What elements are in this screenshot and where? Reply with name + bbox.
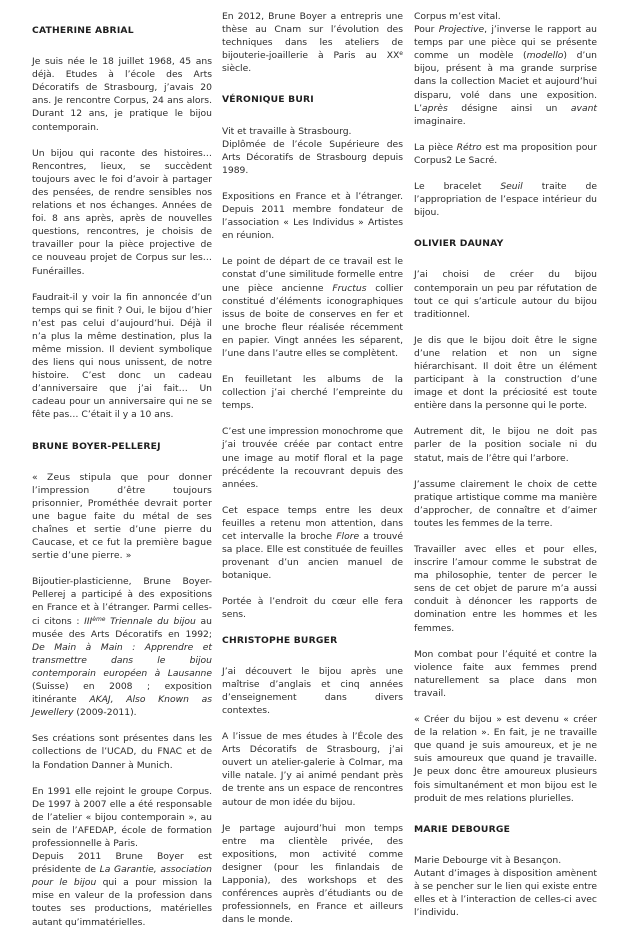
column-3 (414, 10, 597, 932)
paragraph: En 2012, Brune Boyer a entrepris une thèse au Cnam sur l’évolution des techniques dans les ateliers de bijouterie-joaillerie à Paris au XXe siècle. (222, 11, 403, 75)
heading-catherine-abrial: CATHERINE ABRIAL (32, 25, 134, 36)
paragraph: J’assume clairement le choix de cette pratique artistique comme ma manière d’approcher, de connaître et d’aimer toutes les femmes de la terre. (414, 478, 597, 529)
paragraph: La pièce Rétro est ma proposition pour Corpus2 Le Sacré. (414, 141, 597, 166)
paragraph: Je partage aujourd’hui mon temps entre ma clientèle privée, des expositions, mon activité comme designer (pour les finlandais de Lapponia), des workshops et des conférences auprès d’étudiants ou de professionnels, en France et ailleurs dans le monde. (222, 822, 403, 926)
heading-marie-debourge: MARIE DEBOURGE (414, 823, 511, 835)
paragraph: Bijoutier-plasticienne, Brune Boyer-Pellerej a participé à des expositions en France et à l’étranger. Parmi celles-ci citons : IIIème Triennale du bijou au musée des Arts Décoratifs en 1992; De Main à Main : Apprendre et transmettre dans le bijou contemporain européen à Lausanne (Suisse) en 2008 ; exposition itinérante AKAJ, Also Known as Jewellery (2009-2011). (32, 576, 212, 719)
paragraph: Faudrait-il y voir la fin annoncée d’un temps qui se finit ? Oui, le bijou d’hier n’est pas celui d’aujourd’hui. Déjà il n’a plus la même destination, plus la même mission. Il devient symbolique des liens qui nous unissent, de notre histoire. C’est donc un cadeau d’anniversaire que j’ai fait… Un cadeau pour un anniversaire qui ne se fête pas… C’était il y a 10 ans. (32, 291, 212, 421)
paragraph: Cet espace temps entre les deux feuilles a retenu mon attention, dans cet intervalle la broche Flore a trouvé sa place. Elle est constituée de feuilles provenant d’un ancien manuel de botanique. (222, 504, 403, 582)
paragraph: Ses créations sont présentes dans les collections de l’UCAD, du FNAC et de la Fondation Danner à Munich. (32, 733, 212, 771)
paragraph: En 1991 elle rejoint le groupe Corpus. De 1997 à 2007 elle a été responsable de l’atelier « bijou contemporain », au sein de l’AFEDAP, école de formation professionnelle à Paris. (32, 785, 212, 849)
paragraph: Je suis née le 18 juillet 1968, 45 ans déjà. Etudes à l’école des Arts Décoratifs de Strasbourg, j’avais 20 ans. Je rencontre Corpus, 24 ans alors. Durant 12 ans, je pratique le bijou contemporain. (32, 56, 212, 133)
quote-paragraph: « Zeus stipula que pour donner l’impression d’être toujours prisonnier, Prométhée devrait porter une bague faite du métal de ses chaînes et sertie d’une pierre du Caucase, et ce fut la première bague sertie d’une pierre. » (32, 471, 212, 562)
paragraph: Marie Debourge vit à Besançon. (414, 854, 562, 866)
paragraph: Diplômée de l’école Supérieure des Arts Décoratifs de Strasbourg depuis 1989. (222, 138, 403, 176)
column-2 (222, 10, 403, 939)
paragraph: Je dis que le bijou doit être le signe d’une relation et non un signe hiérarchisant. Il doit être un élément participant à la construction d’une image et dont la préciosité est toute entière dans la personne qui le porte. (414, 334, 597, 412)
paragraph: Travailler avec elles et pour elles, inscrire l’amour comme le substrat de ma philosophie, tenter de percer le sens de cet objet de parure m’a aussi conduit à dénoncer les rapports de domination entre les hommes et les femmes. (414, 544, 597, 634)
paragraph: Expositions en France et à l’étranger. Depuis 2011 membre fondateur de l’association « Les Individus » Artistes en réunion. (222, 190, 403, 242)
paragraph: Portée à l’endroit du cœur elle fera sens. (222, 596, 403, 621)
paragraph: Le point de départ de ce travail est le constat d’une similitude formelle entre une pièce ancienne Fructus collier constitué d’éléments iconographiques issus de boite de conserves en fer et une broche fleur réalisée récemment en papier. Vingt années les séparent, l’une dans l’autre elles se complètent. (222, 256, 404, 359)
heading-veronique-buri: VÉRONIQUE BURI (222, 94, 314, 106)
column-1 (32, 24, 212, 942)
paragraph: J’ai découvert le bijou après une maîtrise d’anglais et cinq années d’enseignement dans divers contextes. (222, 665, 403, 716)
paragraph: Mon combat pour l’équité et contre la violence faite aux femmes prend naturellement sa place dans mon travail. (414, 648, 597, 699)
paragraph: Corpus m’est vital. (414, 11, 501, 22)
heading-olivier-daunay: OLIVIER DAUNAY (414, 238, 504, 250)
paragraph: A l’issue de mes études à l’École des Arts Décoratifs de Strasbourg, j’ai ouvert un atelier-galerie à Colmar, ma ville natale. J’y ai animé pendant près de trente ans un espace de rencontres autour de mon idée du bijou. (222, 731, 403, 808)
paragraph: En feuilletant les albums de la collection j’ai cherché l’empreinte du temps. (222, 374, 403, 412)
paragraph: Vit et travaille à Strasbourg. (222, 125, 352, 137)
heading-christophe-burger: CHRISTOPHE BURGER (222, 634, 338, 646)
paragraph: Autrement dit, le bijou ne doit pas parler de la position sociale ni du statut, mais de l’être qui l’arbore. (414, 426, 597, 464)
paragraph: Le bracelet Seuil traite de l’appropriation de l’espace intérieur du bijou. (414, 181, 597, 219)
paragraph: Depuis 2011 Brune Boyer est présidente de La Garantie, association pour le bijou qui a pour mission la mise en valeur de la profession dans toutes ses productions, matérielles autant qu’immatérielles. (32, 851, 213, 928)
paragraph: Pour Projective, j’inverse le rapport au temps par une pièce qui se présente comme un modèle (modello) d’un bijou, présent à ma grande surprise dans la collection Maciet et aujourd’hui disparu, volé dans une exposition. L’après désigne ainsi un avant imaginaire. (414, 24, 597, 127)
paragraph: « Créer du bijou » est devenu « créer de la relation ». En fait, je ne travaille que quand je suis amoureux, et je ne suis amoureux que quand je travaille. Je peux donc être amoureux plusieurs fois simultanément et mon bijou est le produit de mes relations plurielles. (414, 714, 597, 804)
paragraph: C’est une impression monochrome que j’ai trouvée créée par contact entre une image au motif floral et la page précédente la recouvrant depuis des années. (222, 426, 403, 490)
paragraph: Un bijou qui raconte des histoires… Rencontres, lieux, se succèdent toujours avec le foi d’avoir à partager des pensées, de rendre sensibles nos relations et nos échanges. Années de foi. 8 ans après, après de nouvelles questions, rencontres, je choisis de travailler pour la pièce projective de ce nouveau projet de Corpus sur les… Funérailles. (32, 147, 212, 277)
paragraph: J’ai choisi de créer du bijou contemporain un peu par réfutation de tout ce qui s’articule autour du bijou traditionnel. (414, 269, 597, 320)
paragraph: Autant d’images à disposition amènent à se pencher sur le lien qui existe entre elles et à l’interaction de celles-ci avec l’individu. (414, 867, 597, 919)
heading-brune-boyer-pellerej: BRUNE BOYER-PELLEREJ (32, 440, 161, 452)
